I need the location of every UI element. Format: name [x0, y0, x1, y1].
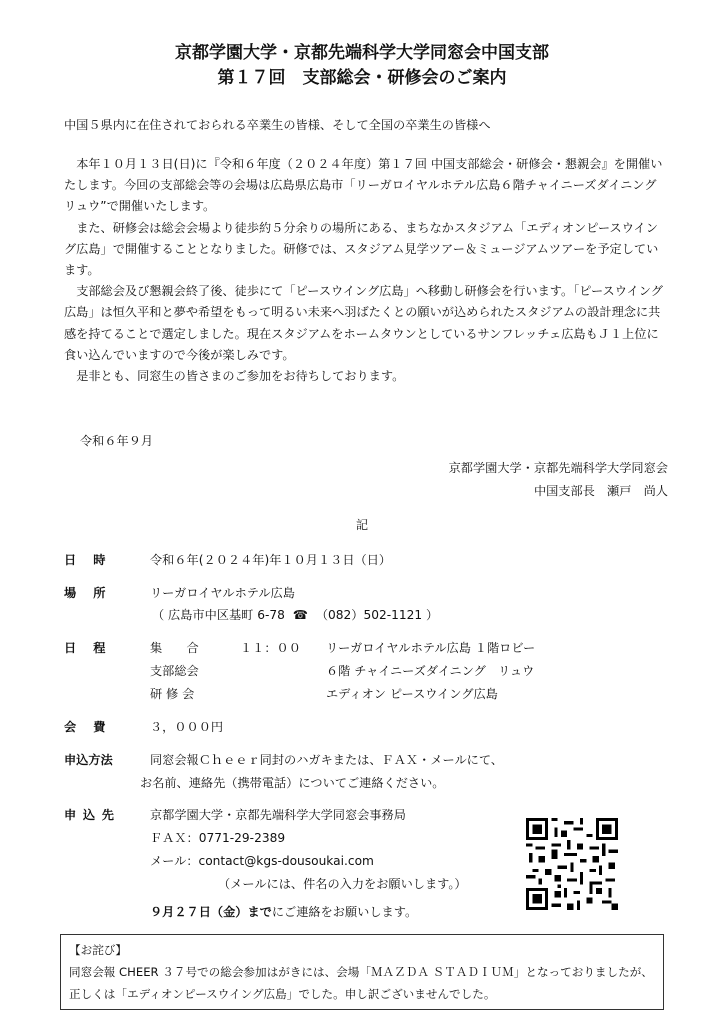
- date-line: 令和６年９月: [80, 434, 154, 448]
- qr-code[interactable]: [526, 818, 618, 910]
- fee-label: 会 費: [64, 720, 108, 734]
- apply-method-label: 申込方法: [64, 753, 113, 767]
- datetime-label: 日 時: [64, 553, 108, 567]
- apply-to-label: 申 込 先: [64, 808, 116, 822]
- phone-icon: ☎: [292, 608, 308, 622]
- paragraph-1: 本年１０月１３日(日)に『令和６年度（２０２４年度）第１７回 中国支部総会・研修会・懇親会』を開催いたします。今回の支部総会等の会場は広島県広島市「リーガロイヤルホテル広島６階チャイニーズダイニング リュウ”で開催いたします。: [64, 157, 669, 214]
- schedule-item: 集 合: [150, 641, 199, 655]
- place-value: リーガロイヤルホテル広島: [150, 586, 295, 600]
- schedule-item: 支部総会: [150, 664, 199, 678]
- apology-box: [60, 934, 664, 1010]
- place-label: 場 所: [64, 586, 108, 600]
- sender-org: 京都学園大学・京都先端科学大学同窓会: [448, 461, 668, 475]
- deadline-text: にご連絡をお願いします。: [271, 905, 418, 919]
- fax-number: ＦＡＸ：0771-29-2389: [150, 831, 286, 845]
- place-address: （ 広島市中区基町 6-78: [152, 608, 285, 622]
- schedule-place: リーガロイヤルホテル広島 １階ロビー: [326, 641, 536, 655]
- apply-method-line2: お名前、連絡先（携帯電話）についてご連絡ください。: [140, 776, 445, 790]
- apology-text: 同窓会報 CHEER ３７号での総会参加はがきには、会場「ＭＡＺＤＡ ＳＴＡＤＩＵＭ」となっておりましたが、正しくは「エディオンピースウイング広島」でした。申し訳ございませんでした。: [69, 965, 653, 1001]
- schedule-label: 日 程: [64, 641, 108, 655]
- apology-heading: 【お詫び】: [69, 943, 127, 957]
- schedule-time: １１：００: [240, 641, 301, 655]
- apply-to-org: 京都学園大学・京都先端科学大学同窓会事務局: [150, 808, 406, 822]
- ki-heading: 記: [355, 518, 369, 532]
- body-text: [64, 154, 668, 387]
- schedule-place: エディオン ピースウイング広島: [326, 687, 498, 701]
- deadline-date: ９月２７日（金）まで: [150, 905, 272, 919]
- place-address-line: [152, 606, 438, 623]
- schedule-place: ６階 チャイニーズダイニング リュウ: [326, 664, 535, 678]
- mail-note: （メールには、件名の入力をお願いします。）: [218, 877, 467, 891]
- page-subtitle: 第１７回 支部総会・研修会のご案内: [217, 68, 507, 88]
- greeting: 中国５県内に在住されておられる卒業生の皆様、そして全国の卒業生の皆様へ: [64, 118, 491, 132]
- sender-name: 中国支部長 瀬戸 尚人: [533, 484, 668, 498]
- page-title: 京都学園大学・京都先端科学大学同窓会中国支部: [175, 43, 549, 63]
- datetime-value: 令和６年(２０２４年)年１０月１３日（日）: [150, 553, 392, 567]
- apply-method-line1: 同窓会報Ｃｈｅｅｒ同封のハガキまたは、ＦＡＸ・メールにて、: [150, 753, 503, 767]
- schedule-item: 研 修 会: [150, 687, 195, 701]
- paragraph-4: 是非とも、同窓生の皆さまのご参加をお待ちしております。: [76, 369, 405, 384]
- deadline-line: [150, 903, 417, 920]
- place-phone: （082）502-1121 ）: [315, 608, 439, 622]
- email-address: メール：contact@kgs-dousoukai.com: [150, 854, 374, 868]
- paragraph-3: 支部総会及び懇親会終了後、徒歩にて「ピースウイング広島」へ移動し研修会を行います。「ピースウイング広島」は恒久平和と夢や希望をもって明るい未来へ羽ばたくとの願いが込められたスタジアムの設計理念に共感を持てることで選定しました。現在スタジアムをホームタウンとしているサンフレッチェ広島もＪ１上位に食い込んでいますので今後が楽しみです。: [64, 284, 663, 362]
- fee-value: ３，０００円: [150, 720, 224, 734]
- paragraph-2: また、研修会は総会会場より徒歩約５分余りの場所にある、まちなかスタジアム「エディオンピースウイング広島」で開催することとなりました。研修では、スタジアム見学ツアー＆ミュージアムツアーを予定しています。: [64, 220, 659, 278]
